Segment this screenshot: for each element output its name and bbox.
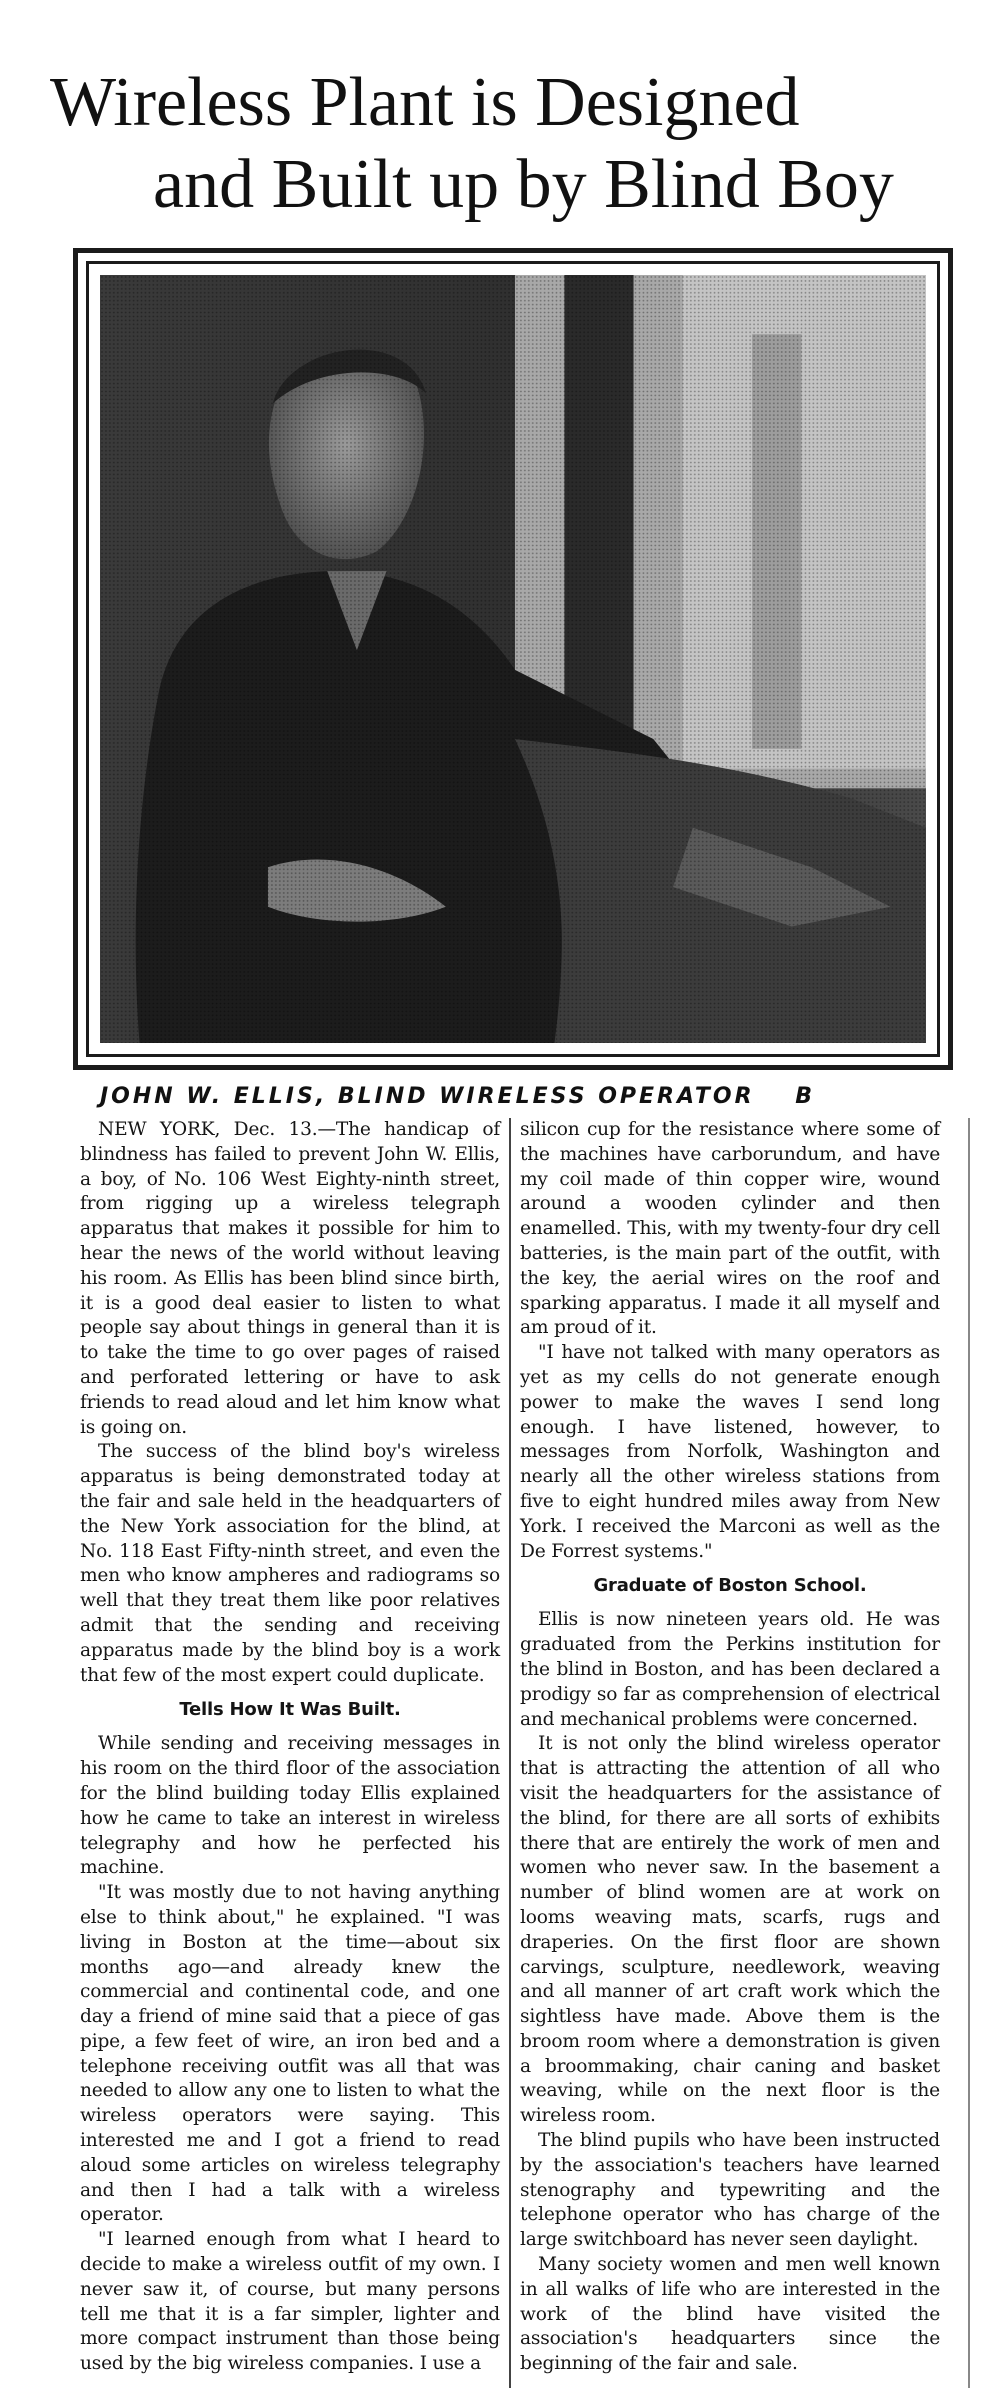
article-column-right (520, 1118, 940, 2377)
caption-text: JOHN W. ELLIS, BLIND WIRELESS OPERATOR (100, 1084, 755, 1109)
paragraph: NEW YORK, Dec. 13.—The handicap of blindness has failed to prevent John W. Ellis, a boy, of No. 106 West Eighty-ninth street, from rigging up a wireless telegraph apparatus that makes it possible for him to hear the news of the world without leaving his room. As Ellis has been blind since birth, it is a good deal easier to listen to what people say about things in general than it is to take the time to go over pages of raised and perforated lettering or have to ask friends to read aloud and let him know what is going on. (80, 1119, 500, 1438)
right-border (968, 1118, 970, 2388)
headline (0, 62, 1000, 226)
headline-line-1: Wireless Plant is Designed (50, 64, 800, 141)
caption-mark: B (795, 1084, 816, 1109)
paragraph: "I learned enough from what I heard to decide to make a wireless outfit of my own. I never saw it, of course, but many persons tell me that it is a far simpler, lighter and more compact instrument than those being used by the big wireless companies. I use a (80, 2229, 500, 2375)
photo-caption (100, 1084, 980, 1109)
article-column-left (80, 1118, 500, 2377)
portrait-photo-image (100, 275, 926, 1043)
paragraph: It is not only the blind wireless operator that is attracting the attention of all who visit the headquarters for the assistance of the blind, for there are all sorts of exhibits there that are entirely the work of men and women who never saw. In the basement a number of blind women are at work on looms weaving mats, scarfs, rugs and draperies. On the first floor are shown carvings, sculpture, needlework, weaving and all manner of art craft work which the sightless have made. Above them is the broom room where a demonstration is given a broommaking, chair caning and basket weaving, while on the next floor is the wireless room. (520, 1733, 940, 2127)
paragraph: Many society women and men well known in all walks of life who are interested in the work of the blind have visited the association's headquarters since the beginning of the fair and sale. (520, 2254, 940, 2375)
paragraph: The blind pupils who have been instructed by the association's teachers have learned stenography and typewriting and the telephone operator who has charge of the large switchboard has never seen daylight. (520, 2130, 940, 2251)
portrait-photo (100, 275, 926, 1043)
paragraph: Ellis is now nineteen years old. He was graduated from the Perkins institution for the blind in Boston, and has been declared a prodigy so far as comprehension of electrical and mechanical problems were concerned. (520, 1609, 940, 1730)
paragraph: "It was mostly due to not having anything else to think about," he explained. "I was living in Boston at the time—about six months ago—and already knew the commercial and continental code, and one day a friend of mine said that a piece of gas pipe, a few feet of wire, an iron bed and a telephone receiving outfit was all that was needed to allow any one to listen to what the wireless operators were saying. This interested me and I got a friend to read aloud some articles on wireless telegraphy and then I had a talk with a wireless operator. (80, 1882, 500, 2226)
paragraph: The success of the blind boy's wireless apparatus is being demonstrated today at the fair and sale held in the headquarters of the New York association for the blind, at No. 118 East Fifty-ninth street, and even the men who know ampheres and radiograms so well that they treat them like poor relatives admit that the sending and receiving apparatus made by the blind boy is a work that few of the most expert could duplicate. (80, 1441, 500, 1686)
column-divider (509, 1118, 511, 2388)
paragraph: While sending and receiving messages in his room on the third floor of the association for the blind building today Ellis explained how he came to take an interest in wireless telegraphy and how he perfected his machine. (80, 1733, 500, 1879)
paragraph: silicon cup for the resistance where some of the machines have carborundum, and have my coil made of thin copper wire, wound around a wooden cylinder and then enamelled. This, with my twenty-four dry cell batteries, is the main part of the outfit, with the key, the aerial wires on the roof and sparking apparatus. I made it all myself and am proud of it. (520, 1119, 940, 1339)
subheading: Tells How It Was Built. (179, 1699, 401, 1721)
paragraph: "I have not talked with many operators as yet as my cells do not generate enough power to make the waves I send long enough. I have listened, however, to messages from Norfolk, Washington and nearly all the other wireless stations from five to eight hundred miles away from New York. I received the Marconi as well as the De Forrest systems." (520, 1342, 940, 1562)
photo-frame (73, 248, 953, 1070)
headline-line-2: and Built up by Blind Boy (153, 146, 894, 223)
subheading: Graduate of Boston School. (593, 1575, 867, 1597)
